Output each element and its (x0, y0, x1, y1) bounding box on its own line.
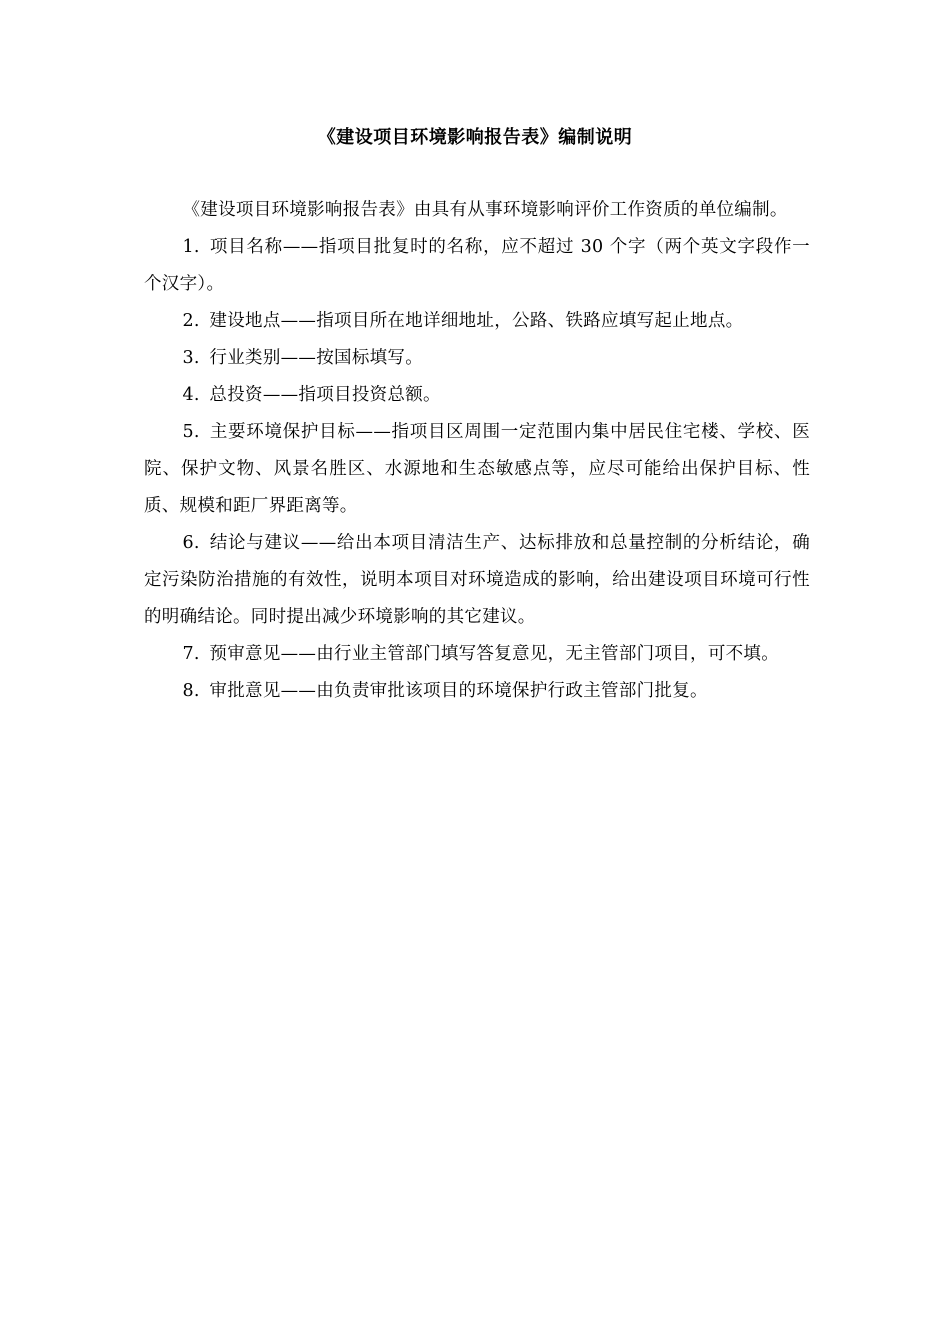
item-number: 5. (182, 422, 200, 442)
item-number: 4. (182, 385, 200, 405)
item-text: 行业类别——按国标填写。 (209, 348, 424, 368)
item-number: 3. (182, 348, 200, 368)
list-item-5 (144, 414, 810, 525)
item-number: 7. (182, 644, 200, 664)
item-number: 1. (182, 237, 200, 257)
document-body (144, 192, 810, 710)
list-item-3 (144, 340, 810, 377)
list-item-4 (144, 377, 810, 414)
list-item-6 (144, 525, 810, 636)
list-item-8 (144, 673, 810, 710)
list-item-1 (144, 229, 810, 303)
document-title: 《建设项目环境影响报告表》编制说明 (317, 127, 633, 148)
item-text: 主要环境保护目标——指项目区周围一定范围内集中居民住宅楼、学校、医院、保护文物、风景名胜区、水源地和生态敏感点等，应尽可能给出保护目标、性质、规模和距厂界距离等。 (144, 422, 810, 516)
item-number: 6. (182, 533, 200, 553)
item-text: 结论与建议——给出本项目清洁生产、达标排放和总量控制的分析结论，确定污染防治措施的有效性，说明本项目对环境造成的影响，给出建设项目环境可行性的明确结论。同时提出减少环境影响的其它建议。 (144, 533, 810, 627)
item-text: 预审意见——由行业主管部门填写答复意见，无主管部门项目，可不填。 (209, 644, 780, 664)
intro-paragraph: 《建设项目环境影响报告表》由具有从事环境影响评价工作资质的单位编制。 (182, 200, 788, 220)
item-text: 总投资——指项目投资总额。 (209, 385, 441, 405)
item-number: 8. (182, 681, 200, 701)
item-text: 审批意见——由负责审批该项目的环境保护行政主管部门批复。 (209, 681, 708, 701)
list-item-2 (144, 303, 810, 340)
item-number: 2. (182, 311, 200, 331)
list-item-7 (144, 636, 810, 673)
item-text: 项目名称——指项目批复时的名称，应不超过 30 个字（两个英文字段作一个汉字）。 (144, 237, 810, 294)
item-text: 建设地点——指项目所在地详细地址，公路、铁路应填写起止地点。 (209, 311, 744, 331)
